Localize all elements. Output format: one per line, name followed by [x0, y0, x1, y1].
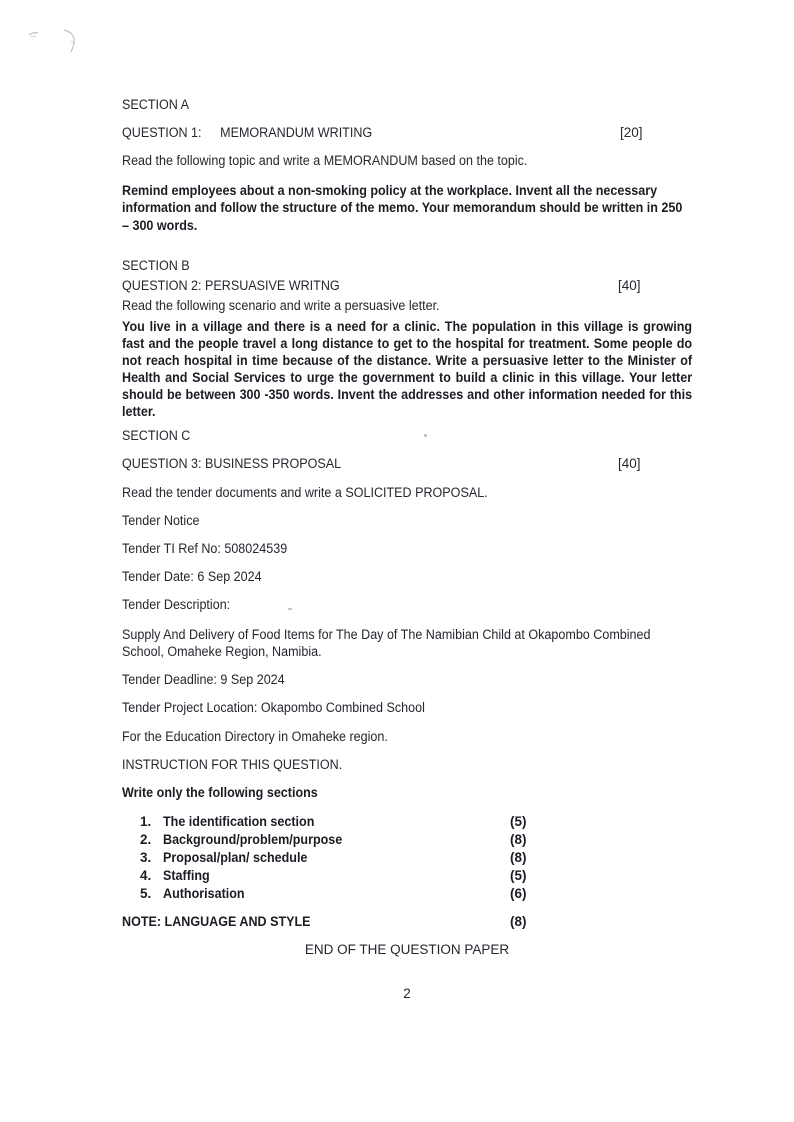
question-3-intro: Read the tender documents and write a SOLICITED PROPOSAL.: [122, 485, 488, 500]
tender-date-line: Tender Date: 6 Sep 2024: [122, 569, 262, 584]
tender-ref-line: Tender TI Ref No: 508024539: [122, 541, 288, 556]
section-b-heading: SECTION B: [122, 258, 190, 273]
question-1-label: QUESTION 1:: [122, 125, 202, 140]
question-1-title: MEMORANDUM WRITING: [220, 125, 373, 140]
end-of-paper-line: END OF THE QUESTION PAPER: [304, 942, 510, 957]
section-a-heading: SECTION A: [122, 97, 189, 112]
instruction-line: INSTRUCTION FOR THIS QUESTION.: [122, 757, 343, 772]
question-3-label: QUESTION 3: BUSINESS PROPOSAL: [122, 456, 342, 471]
question-1-intro: Read the following topic and write a MEMORANDUM based on the topic.: [122, 153, 528, 168]
question-2-task: You live in a village and there is a need for a clinic. The population in this village is growing fast and the people travel a long distance to get to the hospital for treatment. Some people do not reach hospital in time because of the distance. Write a persuasive letter to the Minister of Health and Social Services to urge the government to build a clinic in this village. Your letter should be between 300 -350 words. Invent the addresses and other information needed for this letter.: [122, 319, 693, 419]
pen-scribble-icon: [24, 24, 94, 56]
page-number: 2: [403, 986, 411, 1001]
list-item-label: Proposal/plan/ schedule: [163, 850, 308, 865]
question-2-marks: [40]: [618, 278, 641, 293]
tender-description-text: Supply And Delivery of Food Items for The Day of The Namibian Child at Okapombo Combined School, Omaheke Region, Namibia.: [122, 627, 651, 660]
list-item-label: The identification section: [163, 814, 315, 829]
list-item-marks: (5): [510, 868, 527, 883]
tender-notice-line: Tender Notice: [122, 513, 200, 528]
list-item-marks: (8): [510, 832, 527, 847]
section-c-heading: SECTION C: [122, 428, 191, 443]
question-1-task: Remind employees about a non-smoking policy at the workplace. Invent all the necessary information and follow the structure of the memo. Your memorandum should be written in 250 – 300 words.: [122, 183, 683, 233]
list-item-number: 5.: [140, 886, 152, 901]
question-1-row: [122, 125, 372, 140]
write-only-heading: Write only the following sections: [122, 785, 318, 800]
list-item-number: 4.: [140, 868, 152, 883]
list-item-number: 2.: [140, 832, 152, 847]
note-marks: (8): [510, 914, 527, 929]
question-2-intro: Read the following scenario and write a persuasive letter.: [122, 298, 440, 313]
list-item-label: Staffing: [163, 868, 210, 883]
education-directory-line: For the Education Directory in Omaheke region.: [122, 729, 388, 744]
list-item-label: Authorisation: [163, 886, 245, 901]
question-2-label: QUESTION 2: PERSUASIVE WRITNG: [122, 278, 340, 293]
question-1-marks: [20]: [620, 125, 643, 140]
scan-speck: [424, 434, 427, 437]
list-item-marks: (5): [510, 814, 527, 829]
scan-speck: [288, 608, 292, 610]
list-item-marks: (6): [510, 886, 527, 901]
list-item-label: Background/problem/purpose: [163, 832, 343, 847]
tender-description-label: Tender Description:: [122, 597, 231, 612]
tender-location-line: Tender Project Location: Okapombo Combined School: [122, 700, 425, 715]
question-3-marks: [40]: [618, 456, 641, 471]
list-item-marks: (8): [510, 850, 527, 865]
tender-deadline-line: Tender Deadline: 9 Sep 2024: [122, 672, 285, 687]
list-item-number: 3.: [140, 850, 152, 865]
list-item-number: 1.: [140, 814, 152, 829]
note-label: NOTE: LANGUAGE AND STYLE: [122, 914, 311, 929]
